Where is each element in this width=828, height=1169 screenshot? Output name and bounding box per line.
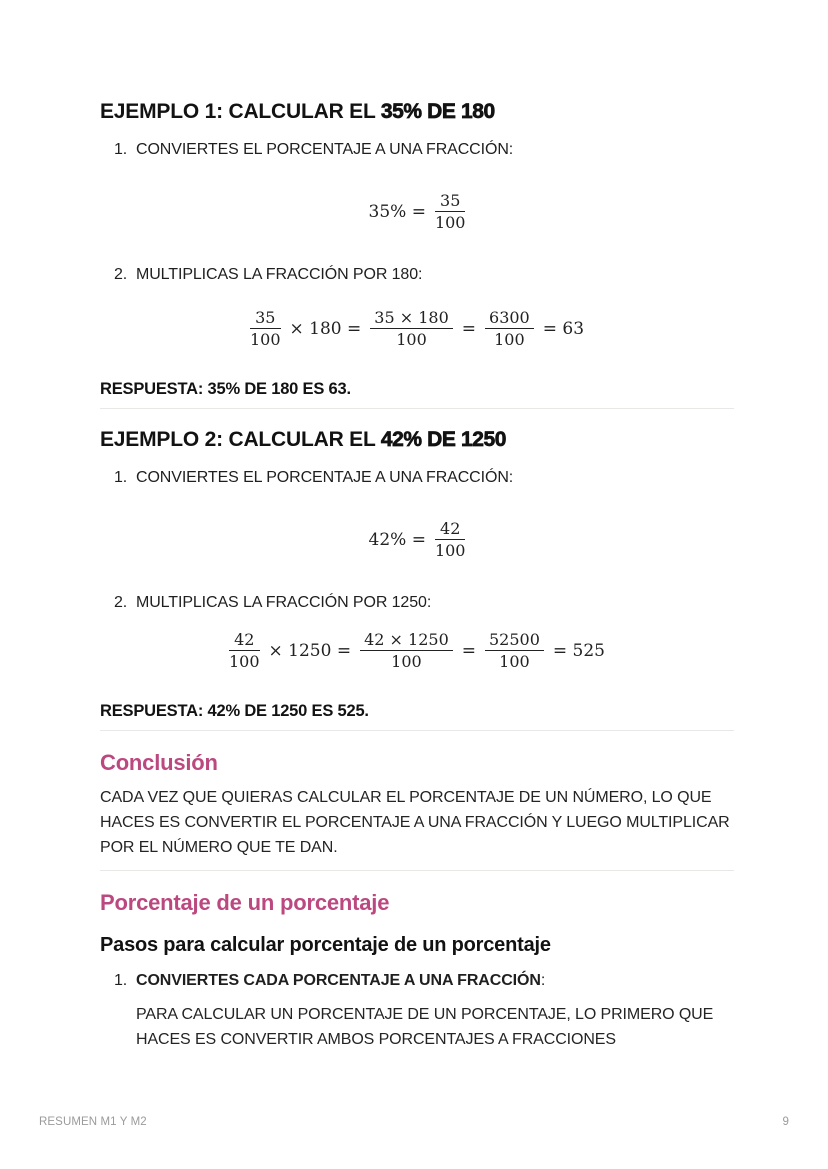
list-number: 2. [114,594,128,611]
math-formula-42-fraction [100,519,734,560]
math-formula-42-multiplication [100,630,734,671]
fraction-denominator: 100 [228,652,260,671]
math-lhs: 35% = [368,201,426,222]
fraction-numerator: 6300 [485,308,534,329]
fraction [435,191,466,232]
page-footer [0,1116,828,1128]
pasos-step1-body: PARA CALCULAR UN PORCENTAJE DE UN PORCENTAJE, LO PRIMERO QUE HACES ES CONVERTIR AMBOS PORCENTAJES A FRACCIONES [136,1006,714,1048]
fraction-denominator: 100 [494,330,525,349]
list-number: 1. [114,141,128,158]
math-operator: = [461,318,477,339]
fraction [435,519,466,560]
fraction-numerator: 42 × 1250 [360,630,453,651]
divider [100,408,734,409]
ejemplo1-heading-normal: EJEMPLO 1: CALCULAR EL [100,100,381,123]
list-text: MULTIPLICAS LA FRACCIÓN POR 1250: [136,594,432,611]
list-text: CONVIERTES EL PORCENTAJE A UNA FRACCIÓN: [136,141,514,158]
conclusion-heading: Conclusión [100,750,218,775]
ejemplo1-step1 [100,139,734,161]
list-number: 1. [114,469,128,486]
math-result: = 63 [542,318,585,339]
fraction-numerator: 35 × 180 [370,308,452,329]
math-result: = 525 [552,640,606,661]
math-operator: × 1250 = [268,640,352,661]
ejemplo2-step2 [100,592,734,614]
list-text: CONVIERTES EL PORCENTAJE A UNA FRACCIÓN: [136,469,514,486]
ejemplo1-heading [100,99,734,125]
porcentaje-heading: Porcentaje de un porcentaje [100,890,390,915]
pasos-subheading: Pasos para calcular porcentaje de un porcentaje [100,934,551,956]
list-text-bold: CONVIERTES CADA PORCENTAJE A UNA FRACCIÓN [136,972,541,989]
fraction-numerator: 35 [435,191,466,212]
fraction [360,630,453,671]
fraction [485,630,544,671]
ejemplo1-respuesta: RESPUESTA: 35% DE 180 ES 63. [100,380,351,398]
fraction [485,308,534,349]
ejemplo2-heading-normal: EJEMPLO 2: CALCULAR EL [100,428,381,451]
fraction-denominator: 100 [391,652,422,671]
fraction-numerator: 42 [435,519,466,540]
fraction-numerator: 42 [229,630,260,651]
pasos-step1 [100,970,734,992]
math-formula-35-multiplication [100,308,734,349]
fraction-denominator: 100 [499,652,530,671]
fraction-denominator: 100 [434,213,466,232]
ejemplo2-heading-bold: 42% DE 1250 [380,428,507,451]
math-operator: × 180 = [289,318,362,339]
fraction-denominator: 100 [434,541,466,560]
ejemplo1-step2 [100,264,734,286]
list-text [136,970,545,992]
math-formula-35-fraction [100,191,734,232]
ejemplo2-step1 [100,467,734,489]
document-page [100,0,734,1052]
divider [100,870,734,871]
ejemplo2-respuesta: RESPUESTA: 42% DE 1250 ES 525. [100,702,369,720]
list-number: 1. [114,972,128,989]
list-text: MULTIPLICAS LA FRACCIÓN POR 180: [136,266,423,283]
fraction [370,308,452,349]
fraction-numerator: 52500 [485,630,544,651]
conclusion-body: CADA VEZ QUE QUIERAS CALCULAR EL PORCENTAJE DE UN NÚMERO, LO QUE HACES ES CONVERTIR EL PORCENTAJE A UNA FRACCIÓN Y LUEGO MULTIPLICAR POR EL NÚMERO QUE TE DAN. [100,789,730,856]
list-text-colon: : [540,972,546,989]
fraction [250,308,281,349]
footer-page-number: 9 [782,1116,789,1128]
footer-document-title: RESUMEN M1 Y M2 [39,1116,147,1128]
divider [100,730,734,731]
fraction-denominator: 100 [396,330,427,349]
math-operator: = [461,640,476,661]
ejemplo1-heading-bold: 35% DE 180 [380,100,495,123]
ejemplo2-heading [100,427,734,453]
fraction [229,630,260,671]
fraction-denominator: 100 [249,330,281,349]
list-number: 2. [114,266,128,283]
math-lhs: 42% = [368,529,426,550]
fraction-numerator: 35 [250,308,281,329]
